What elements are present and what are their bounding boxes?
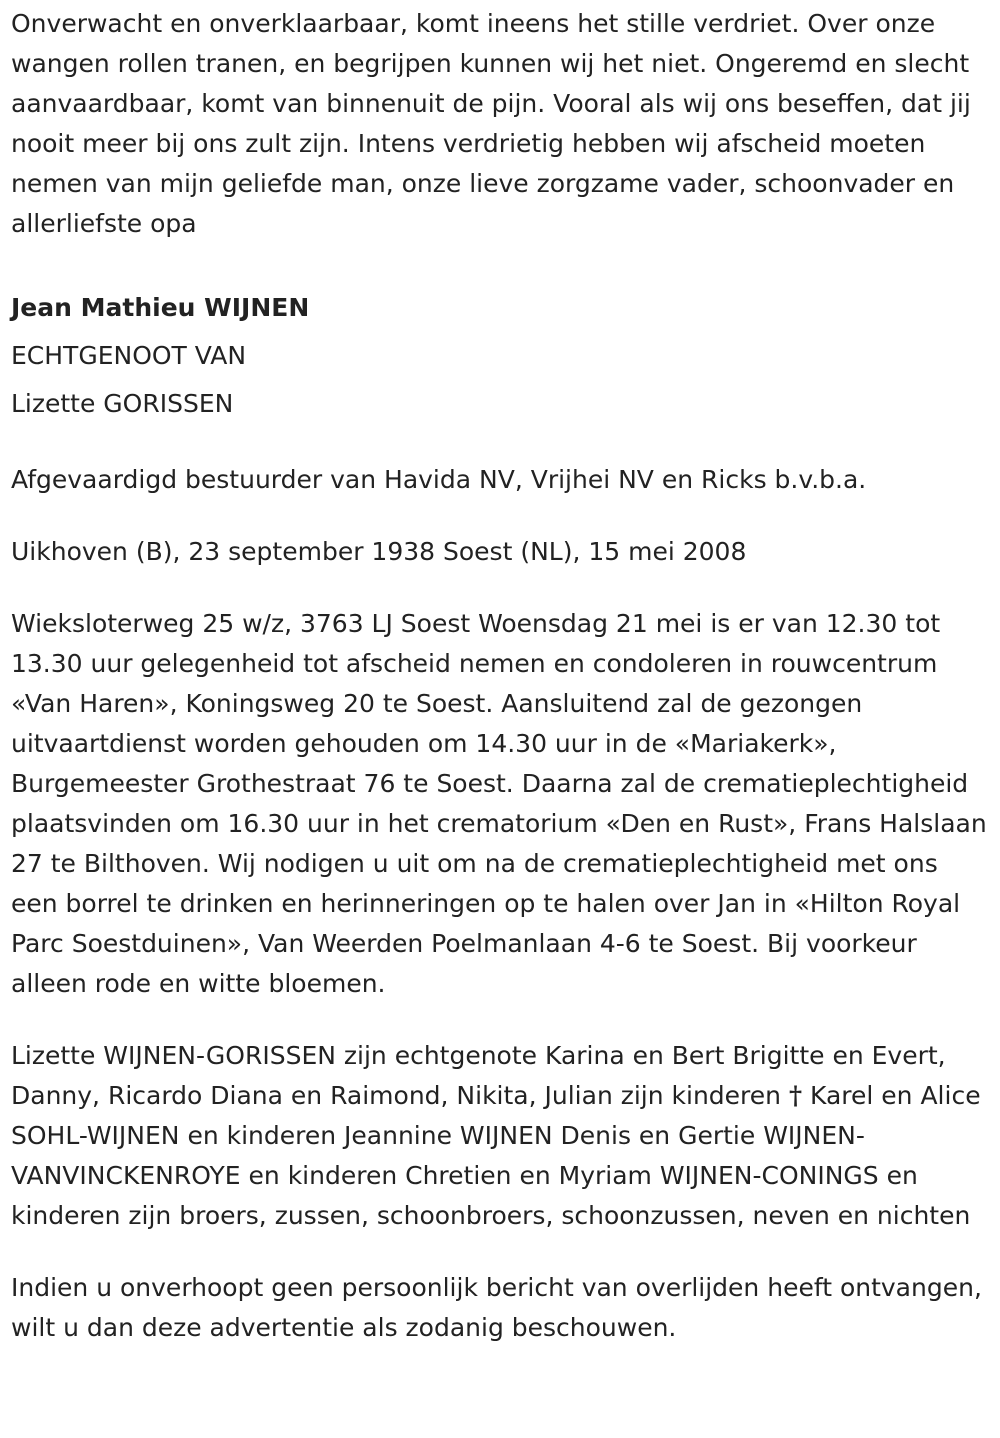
spouse-name: Lizette GORISSEN [11, 389, 234, 418]
intro-paragraph: Onverwacht en onverklaarbaar, komt ineens het stille verdriet. Over onze wangen rollen tranen, en begrijpen kunnen wij het niet. Ongeremd en slecht aanvaardbaar, komt van binnenuit de pijn. Vooral als wij ons beseffen, dat jij nooit meer bij ons zult zijn. Intens verdrietig hebben wij afscheid moeten nemen van mijn geliefde man, onze lieve zorgzame vader, schoonvader en allerliefste opa [11, 9, 971, 238]
funeral-arrangements: Wieksloterweg 25 w/z, 3763 LJ Soest Woensdag 21 mei is er van 12.30 tot 13.30 uur gelegenheid tot afscheid nemen en condoleren in rouwcentrum «Van Haren», Koningsweg 20 te Soest. Aansluitend zal de gezongen uitvaartdienst worden gehouden om 14.30 uur in de «Mariakerk», Burgemeester Grothestraat 76 te Soest. Daarna zal de crematieplechtigheid plaatsvinden om 16.30 uur in het crematorium «Den en Rust», Frans Halslaan 27 te Bilthoven. Wij nodigen u uit om na de crematieplechtigheid met ons een borrel te drinken en herinneringen op te halen over Jan in «Hilton Royal Parc Soestduinen», Van Weerden Poelmanlaan 4-6 te Soest. Bij voorkeur alleen rode en witte bloemen. [11, 609, 987, 998]
occupation-text: Afgevaardigd bestuurder van Havida NV, Vrijhei NV en Ricks b.v.b.a. [11, 465, 867, 494]
deceased-name: Jean Mathieu WIJNEN [11, 293, 310, 322]
closing-notice: Indien u onverhoopt geen persoonlijk bericht van overlijden heeft ontvangen, wilt u dan deze advertentie als zodanig beschouwen. [11, 1273, 982, 1342]
cross-icon: † [788, 1081, 803, 1110]
family-members-part1: Lizette WIJNEN-GORISSEN zijn echtgenote Karina en Bert Brigitte en Evert, Danny, Ricardo Diana en Raimond, Nikita, Julian zijn kinderen [11, 1041, 946, 1110]
family-members [11, 1036, 992, 1236]
birth-death-dates: Uikhoven (B), 23 september 1938 Soest (NL), 15 mei 2008 [11, 537, 747, 566]
relation-label: ECHTGENOOT VAN [11, 341, 247, 370]
family-members-part2: Karel en Alice SOHL-WIJNEN en kinderen Jeannine WIJNEN Denis en Gertie WIJNEN-VANVINCKENROYE en kinderen Chretien en Myriam WIJNEN-CONINGS en kinderen zijn broers, zussen, schoonbroers, schoonzussen, neven en nichten [11, 1081, 981, 1230]
